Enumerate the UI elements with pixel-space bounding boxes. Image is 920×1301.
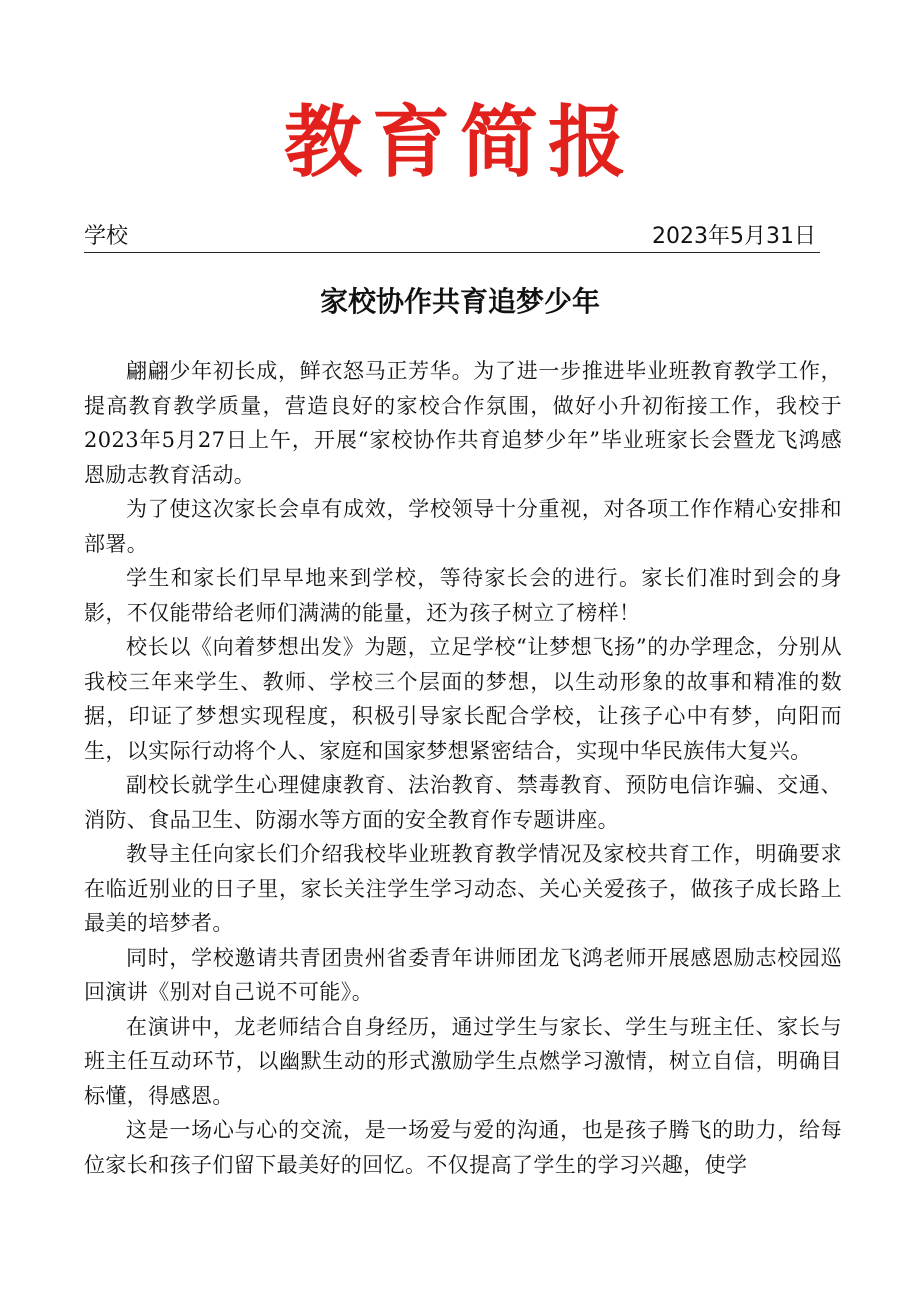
article-paragraph: 翩翩少年初长成，鲜衣怒马正芳华。为了进一步推进毕业班教育教学工作，提高教育教学质量，营造良好的家校合作氛围，做好小升初衔接工作，我校于2023年5月27日上午，开展“家校协作共育追梦少年”毕业班家长会暨龙飞鸿感恩励志教育活动。 (84, 359, 842, 487)
issue-date: 2023年5月31日 (652, 224, 816, 249)
article-paragraph: 学生和家长们早早地来到学校，等待家长会的进行。家长们准时到会的身影，不仅能带给老师们满满的能量，还为孩子树立了榜样！ (84, 566, 842, 625)
article-paragraph: 副校长就学生心理健康教育、法治教育、禁毒教育、预防电信诈骗、交通、消防、食品卫生、防溺水等方面的安全教育作专题讲座。 (84, 773, 842, 832)
article-headline: 家校协作共育追梦少年 (319, 285, 600, 318)
article-paragraph: 校长以《向着梦想出发》为题，立足学校“让梦想飞扬”的办学理念，分别从我校三年来学生、教师、学校三个层面的梦想，以生动形象的故事和精准的数据，印证了梦想实现程度，积极引导家长配合学校，让孩子心中有梦，向阳而生，以实际行动将个人、家庭和国家梦想紧密结合，实现中华民族伟大复兴。 (84, 635, 842, 763)
article-paragraph: 这是一场心与心的交流，是一场爱与爱的沟通，也是孩子腾飞的助力，给每位家长和孩子们留下最美好的回忆。不仅提高了学生的学习兴趣，使学 (84, 1118, 842, 1177)
article-paragraph: 为了使这次家长会卓有成效，学校领导十分重视，对各项工作作精心安排和部署。 (84, 497, 842, 556)
article-paragraph: 教导主任向家长们介绍我校毕业班教育教学情况及家校共育工作，明确要求在临近别业的日子里，家长关注学生学习动态、关心关爱孩子，做孩子成长路上最美的培梦者。 (84, 842, 842, 935)
article-paragraph: 同时，学校邀请共青团贵州省委青年讲师团龙飞鸿老师开展感恩励志校园巡回演讲《别对自己说不可能》。 (84, 945, 842, 1004)
masthead-title: 教育简报 (283, 97, 636, 188)
info-line (84, 222, 820, 253)
article-body (84, 354, 842, 1182)
school-label: 学校 (84, 224, 129, 249)
article-paragraph: 在演讲中，龙老师结合自身经历，通过学生与家长、学生与班主任、家长与班主任互动环节，以幽默生动的形式激励学生点燃学习激情，树立自信，明确目标懂，得感恩。 (84, 1014, 842, 1108)
